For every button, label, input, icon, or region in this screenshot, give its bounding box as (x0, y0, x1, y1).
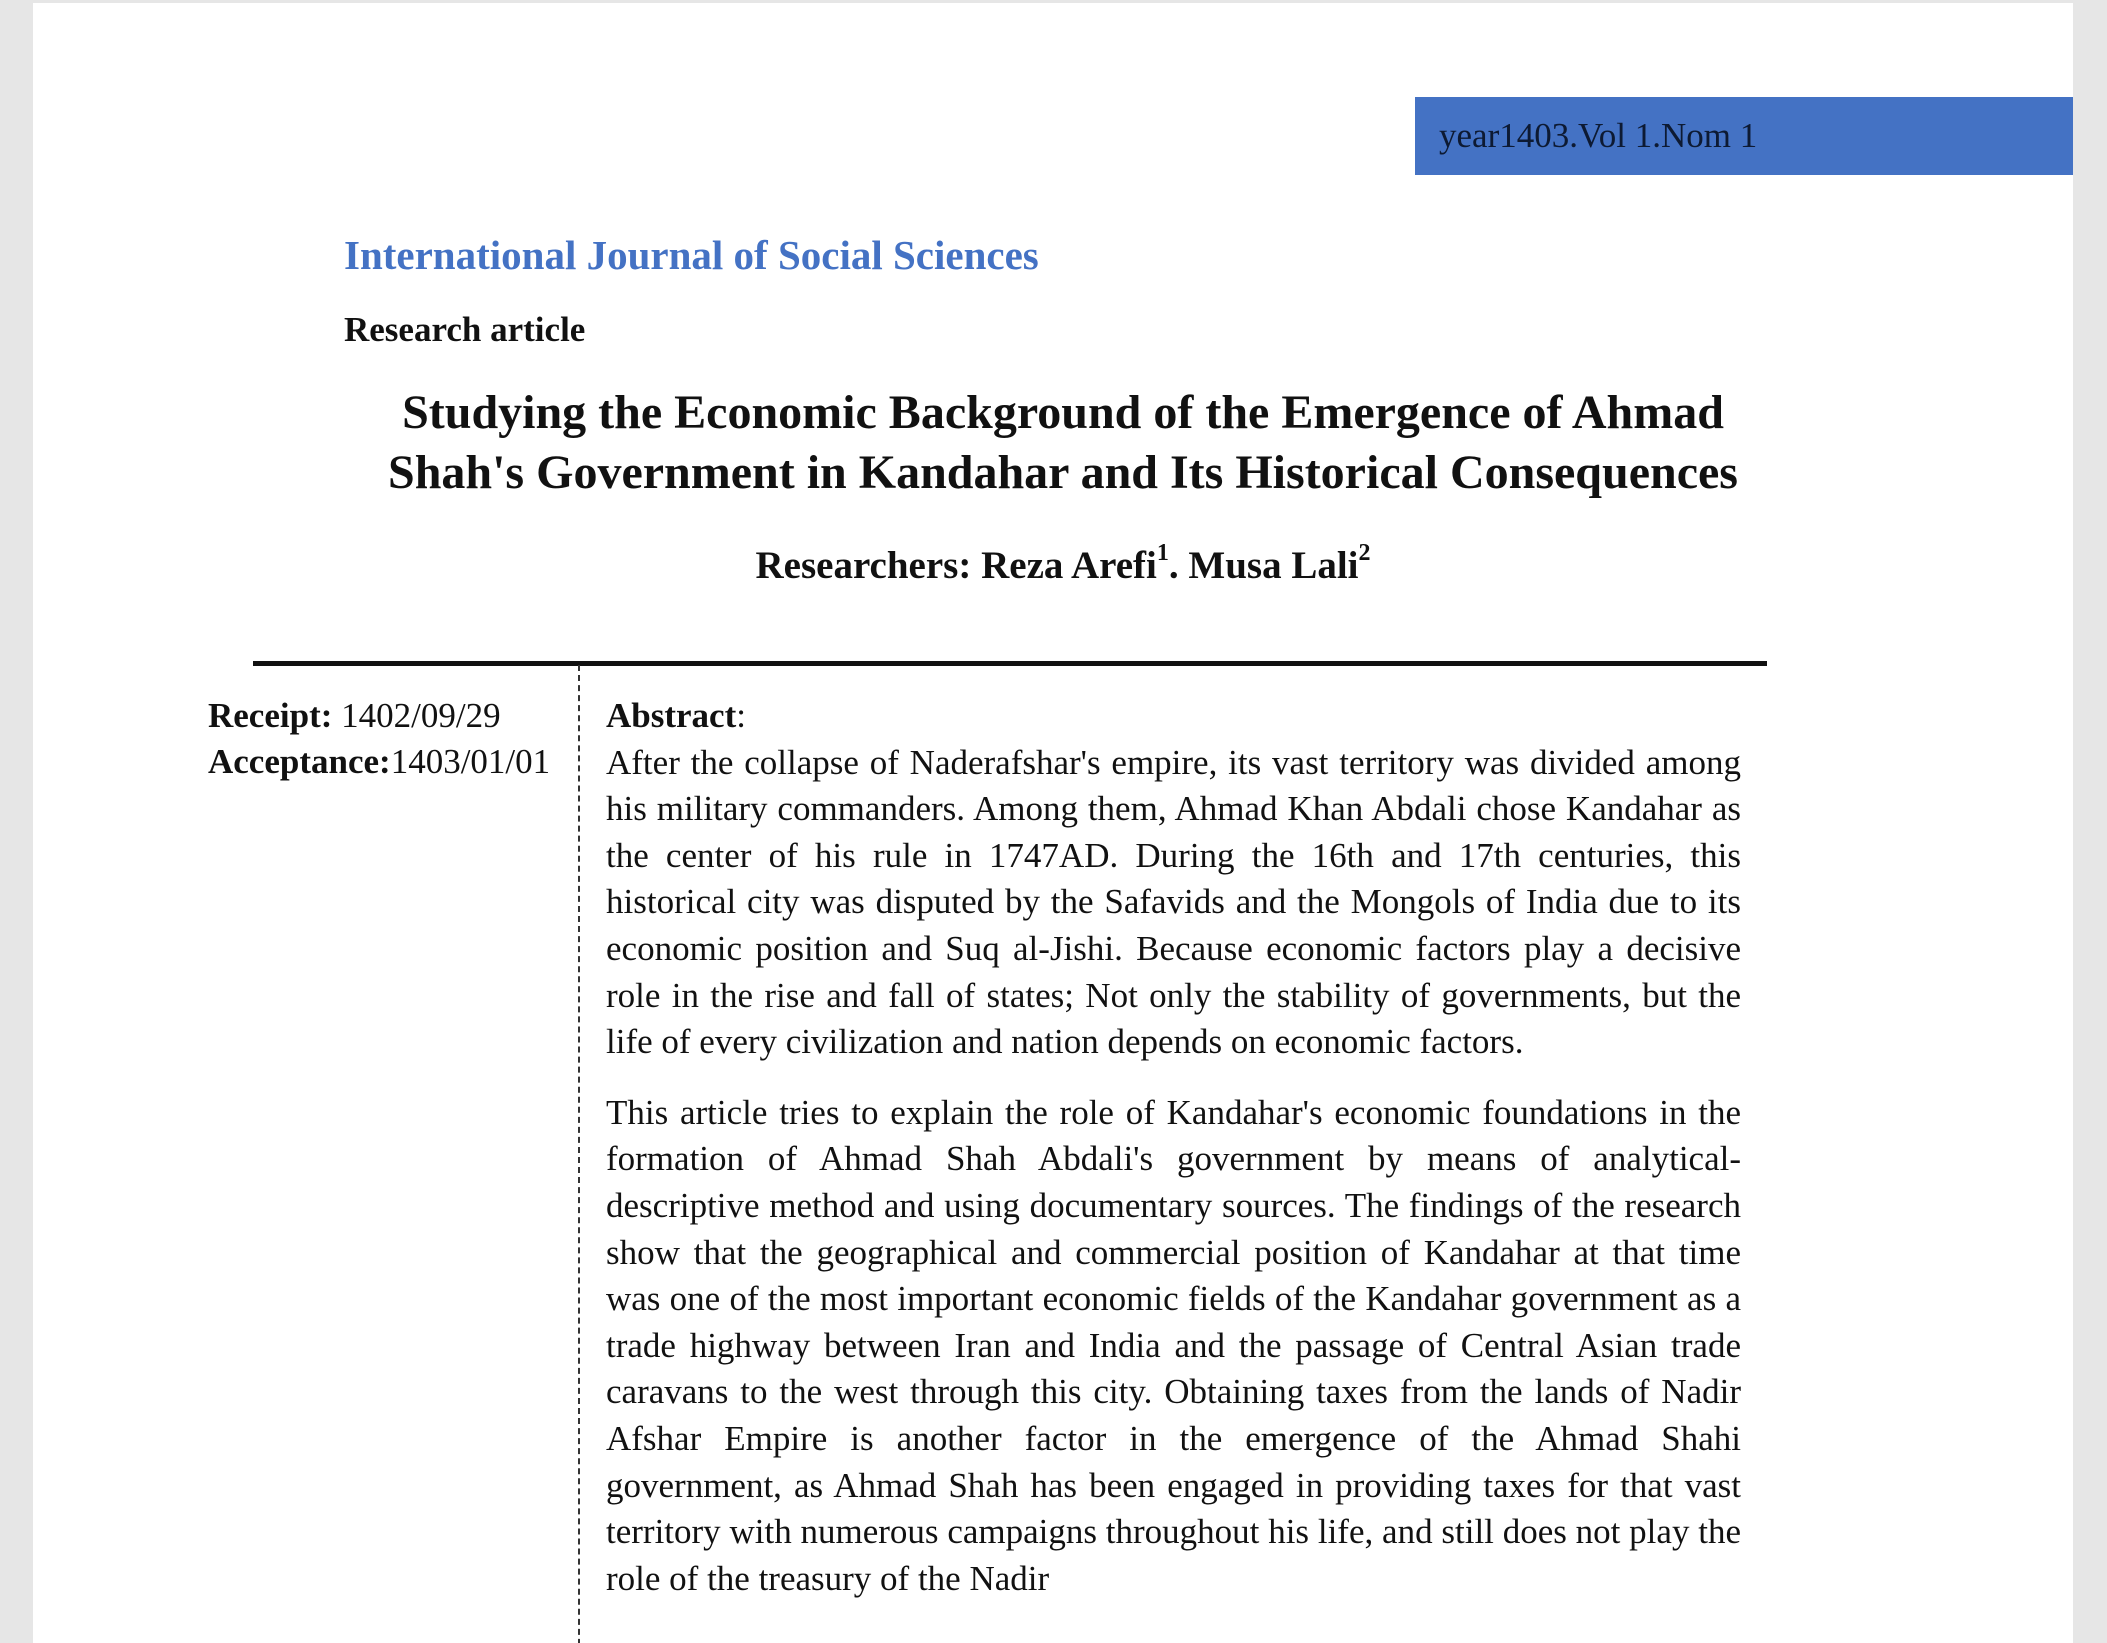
receipt-label: Receipt: (208, 696, 333, 735)
vertical-dashed-divider (578, 665, 580, 1643)
abstract-heading-colon: : (736, 696, 746, 735)
volume-text: year1403.Vol 1.Nom 1 (1439, 116, 1758, 155)
researchers-line (323, 540, 1803, 588)
author-1-affiliation: 1 (1156, 540, 1169, 566)
author-separator: . (1168, 544, 1179, 587)
author-2-affiliation: 2 (1358, 540, 1371, 566)
acceptance-value: 1403/01/01 (390, 742, 551, 781)
document-page (33, 3, 2073, 1643)
abstract-section (606, 693, 1741, 1602)
article-type: Research article (344, 310, 586, 349)
receipt-row (208, 693, 550, 739)
abstract-heading (606, 693, 1741, 740)
author-1-name: Reza Arefi (981, 544, 1157, 587)
article-dates (208, 693, 550, 785)
article-title-line-2: Shah's Government in Kandahar and Its Historical Consequences (388, 446, 1738, 499)
article-title-line-1: Studying the Economic Background of the Emergence of Ahmad (402, 386, 1724, 439)
author-2-name: Musa Lali (1188, 544, 1359, 587)
abstract-paragraph-1: After the collapse of Naderafshar's empire, its vast territory was divided among his military commanders. Among them, Ahmad Khan Abdali chose Kandahar as the center of his rule in 1747AD. During the 16th and 17th centuries, this historical city was disputed by the Safavids and the Mongols of India due to its economic position and Suq al-Jishi. Because economic factors play a decisive role in the rise and fall of states; Not only the stability of governments, but the life of every civilization and nation depends on economic factors. (606, 742, 1741, 1062)
abstract-paragraph-2: This article tries to explain the role of Kandahar's economic foundations in the formation of Ahmad Shah Abdali's government by means of analytical-descriptive method and using documentary sources. The findings of the research show that the geographical and commercial position of Kandahar at that time was one of the most important economic fields of the Kandahar government as a trade highway between Iran and India and the passage of Central Asian trade caravans to the west through this city. Obtaining taxes from the lands of Nadir Afshar Empire is another factor in the emergence of the Ahmad Shahi government, as Ahmad Shah has been engaged in providing taxes for that vast territory with numerous campaigns throughout his life, and still does not play the role of the treasury of the Nadir (606, 1092, 1741, 1598)
receipt-value: 1402/09/29 (341, 696, 501, 735)
volume-banner (1415, 97, 2073, 175)
abstract-heading-text: Abstract (606, 696, 737, 735)
acceptance-row (208, 739, 550, 785)
horizontal-divider (253, 661, 1767, 666)
researchers-label: Researchers: (755, 544, 972, 587)
journal-name: International Journal of Social Sciences (344, 232, 1039, 278)
article-title (323, 383, 1803, 503)
acceptance-label: Acceptance: (208, 742, 391, 781)
